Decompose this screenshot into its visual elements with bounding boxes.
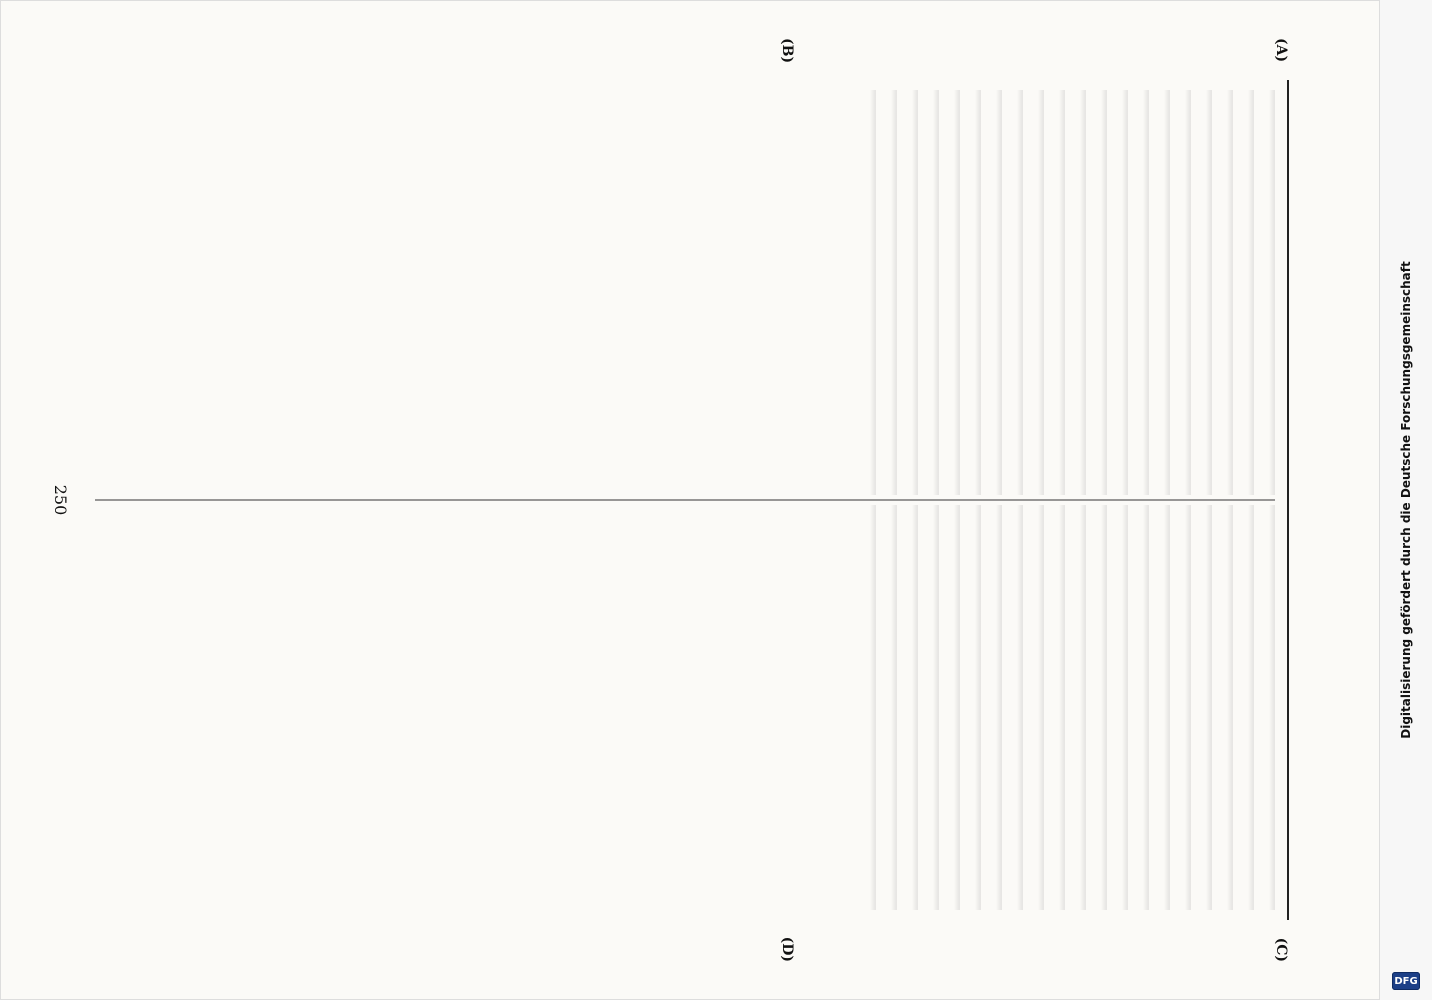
right-paragraph-17 bbox=[927, 505, 939, 910]
left-paragraph-18 bbox=[906, 90, 918, 495]
margin-marker-b: (B) bbox=[779, 38, 795, 64]
right-paragraph-7 bbox=[1137, 505, 1149, 910]
dfg-badge: DFG bbox=[1392, 972, 1420, 990]
page-header bbox=[1301, 90, 1329, 910]
side-panel bbox=[1379, 0, 1432, 1000]
right-paragraph-11 bbox=[1053, 505, 1065, 910]
left-paragraph-7 bbox=[1137, 90, 1149, 495]
right-paragraph-3 bbox=[1221, 505, 1233, 910]
left-paragraph-13 bbox=[1011, 90, 1023, 495]
left-paragraph-12 bbox=[1032, 90, 1044, 495]
right-paragraph-4 bbox=[1200, 505, 1212, 910]
right-paragraph-15 bbox=[969, 505, 981, 910]
header-rule bbox=[1287, 80, 1289, 920]
right-paragraph-8 bbox=[1116, 505, 1128, 910]
right-paragraph-2 bbox=[1242, 505, 1254, 910]
right-paragraph-18 bbox=[906, 505, 918, 910]
right-paragraph-16 bbox=[948, 505, 960, 910]
margin-marker-c: (C) bbox=[1273, 937, 1289, 962]
right-paragraph-10 bbox=[1074, 505, 1086, 910]
left-paragraph-9 bbox=[1095, 90, 1107, 495]
left-paragraph-4 bbox=[1200, 90, 1212, 495]
side-panel-text: Digitalisierung gefördert durch die Deutsche Forschungsgemeinschaft bbox=[1399, 261, 1413, 739]
left-paragraph-5 bbox=[1179, 90, 1191, 495]
right-paragraph-19 bbox=[885, 505, 897, 910]
left-column bbox=[95, 90, 1275, 495]
right-paragraph-1 bbox=[1263, 505, 1275, 910]
left-paragraph-3 bbox=[1221, 90, 1233, 495]
column-divider bbox=[95, 500, 1275, 501]
left-paragraph-16 bbox=[948, 90, 960, 495]
rotated-page-content bbox=[25, 20, 1355, 980]
right-paragraph-12 bbox=[1032, 505, 1044, 910]
page-number: 250 bbox=[51, 484, 70, 516]
left-paragraph-1 bbox=[1263, 90, 1275, 495]
left-paragraph-8 bbox=[1116, 90, 1128, 495]
left-paragraph-19 bbox=[885, 90, 897, 495]
right-paragraph-9 bbox=[1095, 505, 1107, 910]
margin-marker-d: (D) bbox=[779, 936, 795, 962]
left-paragraph-6 bbox=[1158, 90, 1170, 495]
left-paragraph-20 bbox=[864, 90, 876, 495]
left-paragraph-14 bbox=[990, 90, 1002, 495]
left-paragraph-2 bbox=[1242, 90, 1254, 495]
right-paragraph-13 bbox=[1011, 505, 1023, 910]
margin-marker-a: (A) bbox=[1273, 38, 1289, 63]
right-paragraph-14 bbox=[990, 505, 1002, 910]
right-paragraph-6 bbox=[1158, 505, 1170, 910]
right-column bbox=[95, 505, 1275, 910]
left-paragraph-11 bbox=[1053, 90, 1065, 495]
left-paragraph-17 bbox=[927, 90, 939, 495]
right-paragraph-5 bbox=[1179, 505, 1191, 910]
right-paragraph-20 bbox=[864, 505, 876, 910]
left-paragraph-10 bbox=[1074, 90, 1086, 495]
left-paragraph-15 bbox=[969, 90, 981, 495]
